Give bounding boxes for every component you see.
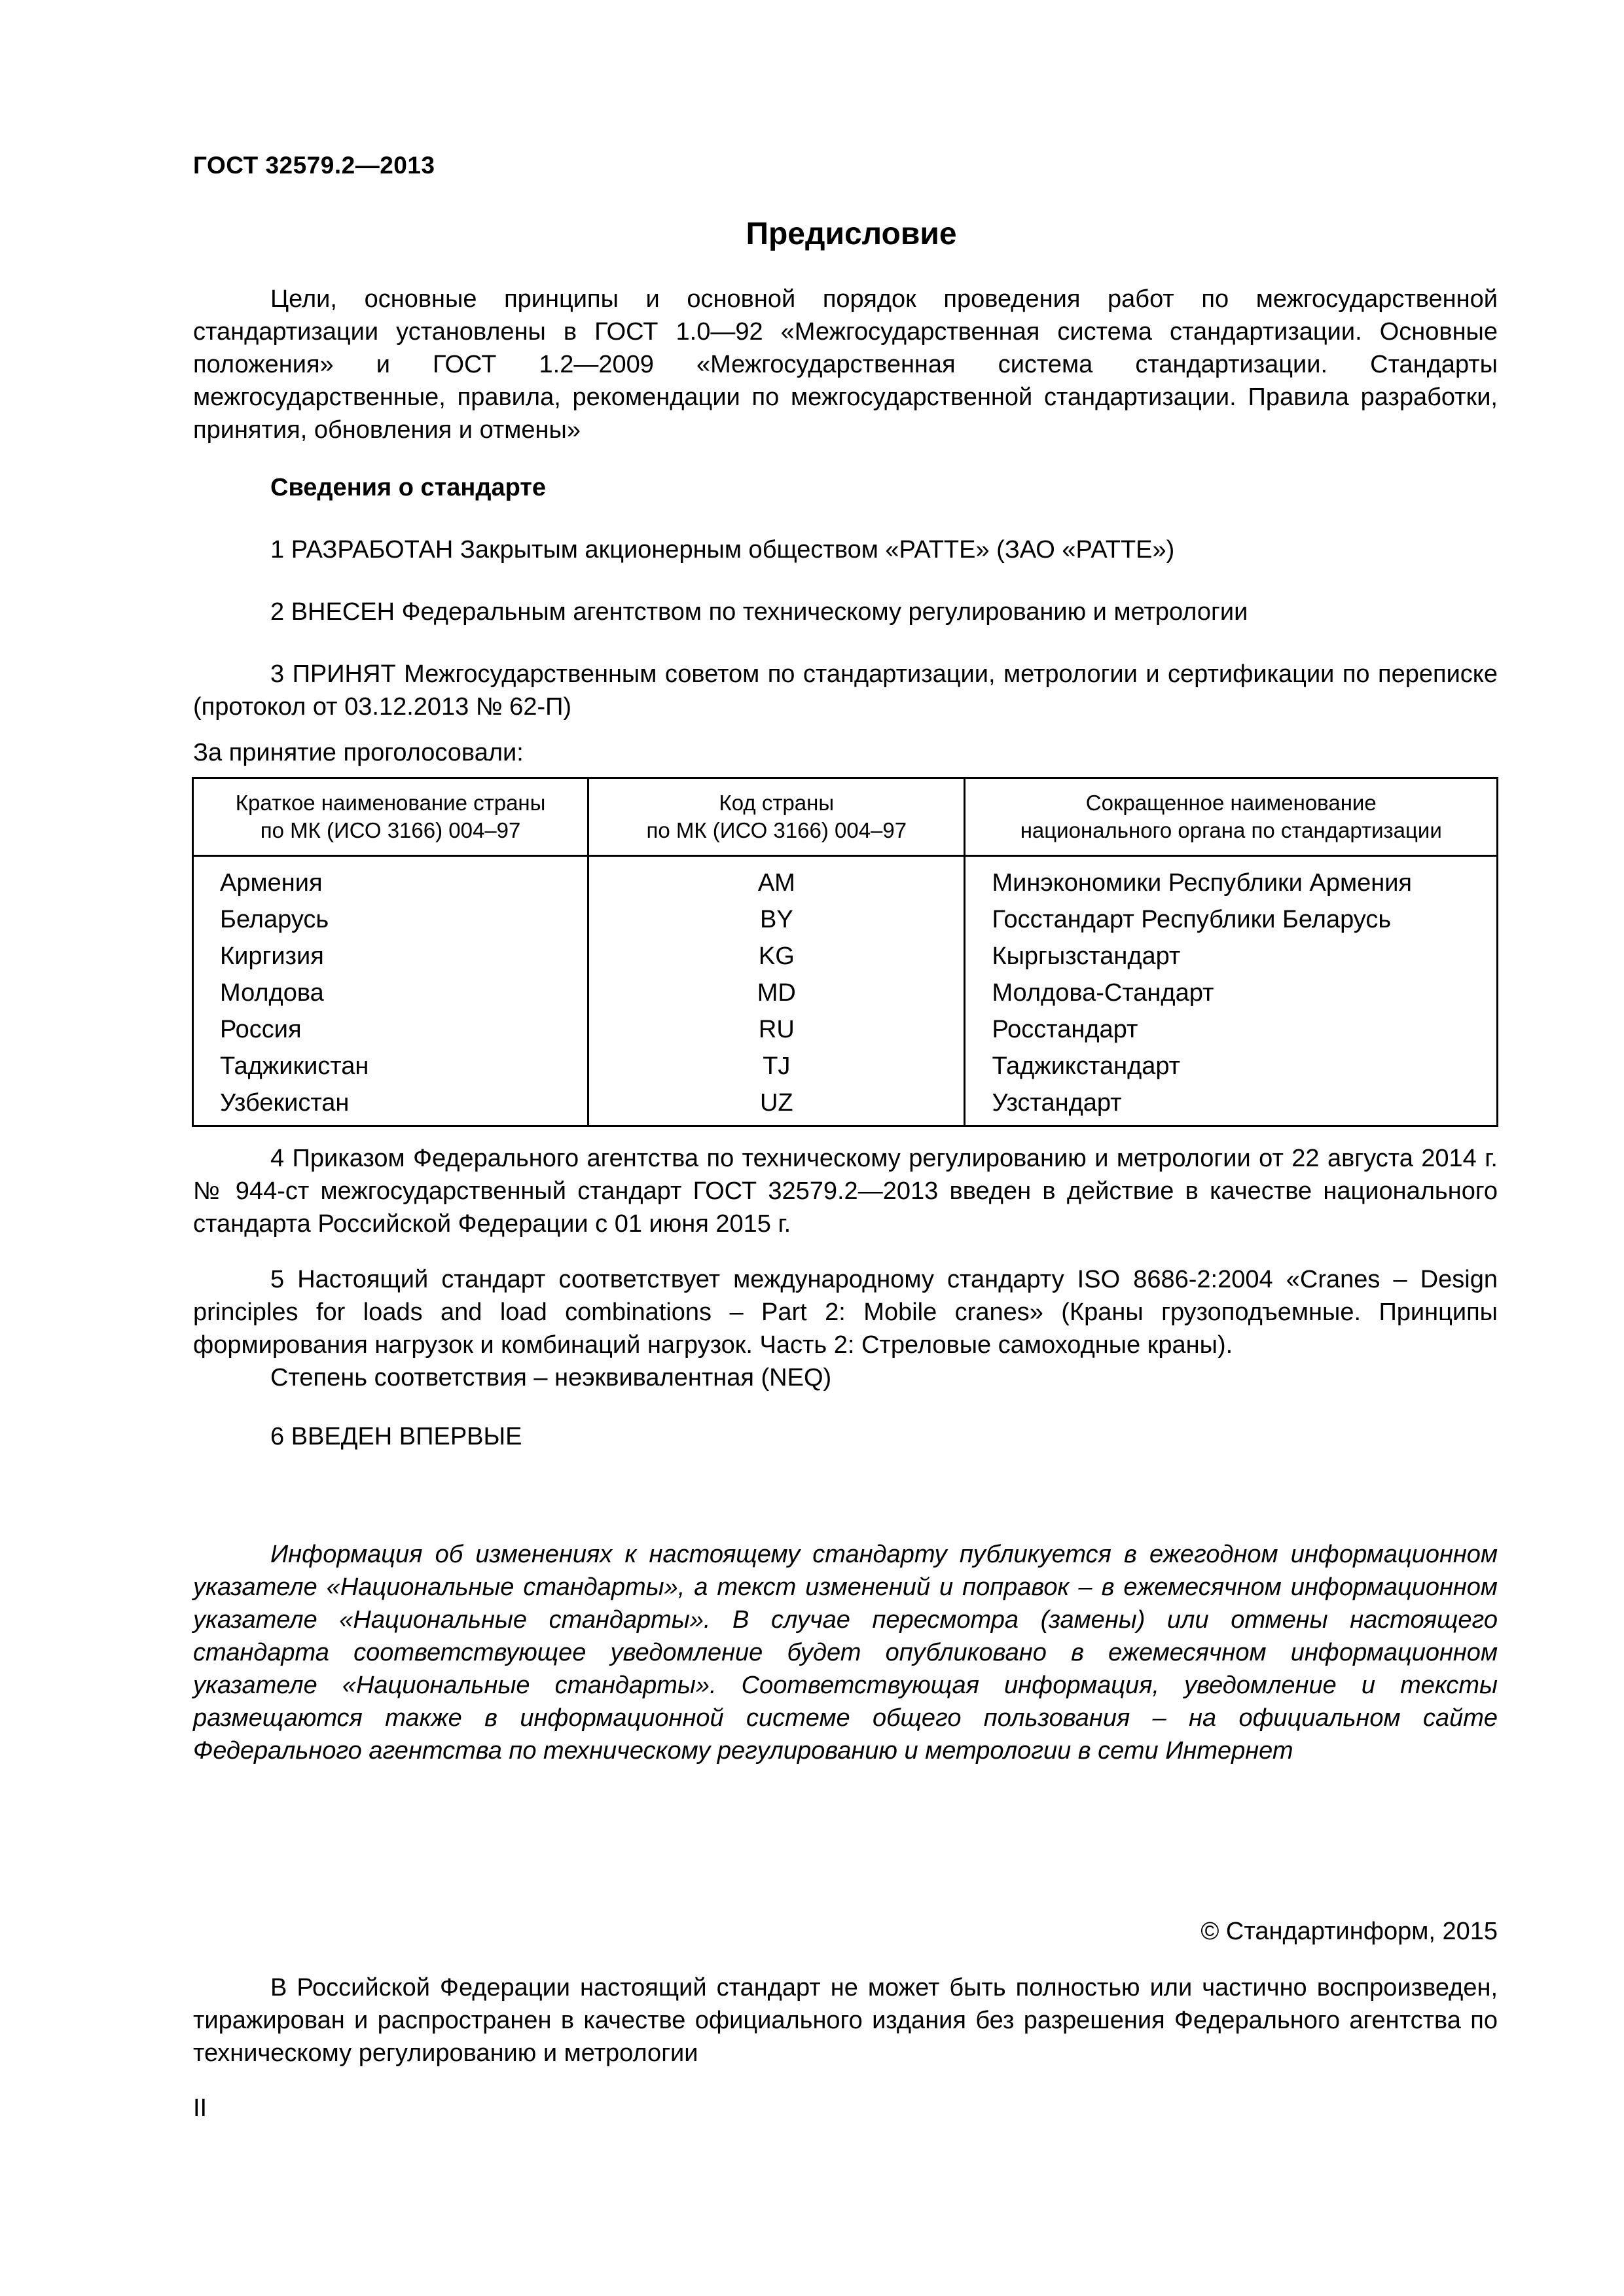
table-row bbox=[193, 975, 1498, 1011]
item-1-developed: 1 РАЗРАБОТАН Закрытым акционерным обществом «РАТТЕ» (ЗАО «РАТТЕ») bbox=[270, 536, 1175, 564]
item-3-adopted: 3 ПРИНЯТ Межгосударственным советом по стандартизации, метрологии и сертификации по переписке (протокол от 03.12.2013 № 62-П) bbox=[193, 660, 1498, 721]
header-line: Код страны bbox=[719, 791, 835, 815]
item-6-introduced: 6 ВВЕДЕН ВПЕРВЫЕ bbox=[270, 1423, 522, 1450]
header-country-code bbox=[588, 778, 965, 856]
national-body: Узстандарт bbox=[965, 1085, 1498, 1126]
vote-caption: За принятие проголосовали: bbox=[193, 739, 524, 766]
table-row bbox=[193, 1048, 1498, 1085]
country-code: TJ bbox=[588, 1048, 965, 1085]
header-line: национального органа по стандартизации bbox=[1020, 818, 1442, 842]
table-row bbox=[193, 1085, 1498, 1126]
item-5-equivalence: Степень соответствия – неэквивалентная (NEQ) bbox=[270, 1364, 832, 1391]
country-name: Таджикистан bbox=[193, 1048, 588, 1085]
table-header-row bbox=[193, 778, 1498, 856]
item-2-submitted: 2 ВНЕСЕН Федеральным агентством по техническому регулированию и метрологии bbox=[270, 598, 1248, 626]
country-name: Молдова bbox=[193, 975, 588, 1011]
country-code: UZ bbox=[588, 1085, 965, 1126]
national-body: Минэкономики Республики Армения bbox=[965, 856, 1498, 902]
national-body: Кыргызстандарт bbox=[965, 938, 1498, 975]
table-row bbox=[193, 1011, 1498, 1048]
country-code: RU bbox=[588, 1011, 965, 1048]
country-code: KG bbox=[588, 938, 965, 975]
country-name: Армения bbox=[193, 856, 588, 902]
header-line: Сокращенное наименование bbox=[1085, 791, 1377, 815]
country-code: BY bbox=[588, 901, 965, 938]
section-heading: Сведения о стандарте bbox=[270, 474, 547, 501]
country-name: Узбекистан bbox=[193, 1085, 588, 1126]
table-row bbox=[193, 856, 1498, 902]
intro-paragraph: Цели, основные принципы и основной порядок проведения работ по межгосударственной стандартизации установлены в ГОСТ 1.0—92 «Межгосударственная система стандартизации. Основные положения» и ГОСТ 1.2—2009 «Межгосударственная система стандартизации. Стандарты межгосударственные, правила, рекомендации по межгосударственной стандартизации. Правила разработки, принятия, обновления и отмены» bbox=[193, 285, 1498, 444]
header-line: по МК (ИСО 3166) 004–97 bbox=[646, 818, 907, 842]
country-code: AM bbox=[588, 856, 965, 902]
country-name: Россия bbox=[193, 1011, 588, 1048]
header-line: Краткое наименование страны bbox=[235, 791, 546, 815]
country-name: Беларусь bbox=[193, 901, 588, 938]
voting-countries-table bbox=[192, 777, 1498, 1127]
header-country-name bbox=[193, 778, 588, 856]
page-title: Предисловие bbox=[746, 217, 957, 251]
national-body: Госстандарт Республики Беларусь bbox=[965, 901, 1498, 938]
page-number: II bbox=[193, 2094, 208, 2122]
header-national-body bbox=[965, 778, 1498, 856]
document-header-id: ГОСТ 32579.2—2013 bbox=[193, 152, 435, 179]
header-line: по МК (ИСО 3166) 004–97 bbox=[260, 818, 521, 842]
national-body: Росстандарт bbox=[965, 1011, 1498, 1048]
country-code: MD bbox=[588, 975, 965, 1011]
item-4-order: 4 Приказом Федерального агентства по техническому регулированию и метрологии от 22 августа 2014 г. № 944-ст межгосударственный стандарт ГОСТ 32579.2—2013 введен в действие в качестве национального стандарта Российской Федерации с 01 июня 2015 г. bbox=[193, 1145, 1498, 1238]
country-name: Киргизия bbox=[193, 938, 588, 975]
rights-notice: В Российской Федерации настоящий стандарт не может быть полностью или частично воспроизведен, тиражирован и распространен в качестве официального издания без разрешения Федерального агентства по техническому регулированию и метрологии bbox=[193, 1974, 1498, 2067]
table-row bbox=[193, 938, 1498, 975]
national-body: Таджикстандарт bbox=[965, 1048, 1498, 1085]
item-5-correspondence: 5 Настоящий стандарт соответствует международному стандарту ISO 8686-2:2004 «Cranes – Design principles for loads and load combinations – Part 2: Mobile cranes» (Краны грузоподъемные. Принципы формирования нагрузок и комбинаций нагрузок. Часть 2: Стреловые самоходные краны). bbox=[193, 1266, 1498, 1359]
copyright-line: © Стандартинформ, 2015 bbox=[1200, 1918, 1498, 1945]
national-body: Молдова-Стандарт bbox=[965, 975, 1498, 1011]
changes-notice: Информация об изменениях к настоящему стандарту публикуется в ежегодном информационном указателе «Национальные стандарты», а текст изменений и поправок – в ежемесячном информационном указателе «Национальные стандарты». В случае пересмотра (замены) или отмены настоящего стандарта соответствующее уведомление будет опубликовано в ежемесячном информационном указателе «Национальные стандарты». Соответствующая информация, уведомление и тексты размещаются также в информационной системе общего пользования – на официальном сайте Федерального агентства по техническому регулированию и метрологии в сети Интернет bbox=[193, 1541, 1498, 1765]
table-row bbox=[193, 901, 1498, 938]
